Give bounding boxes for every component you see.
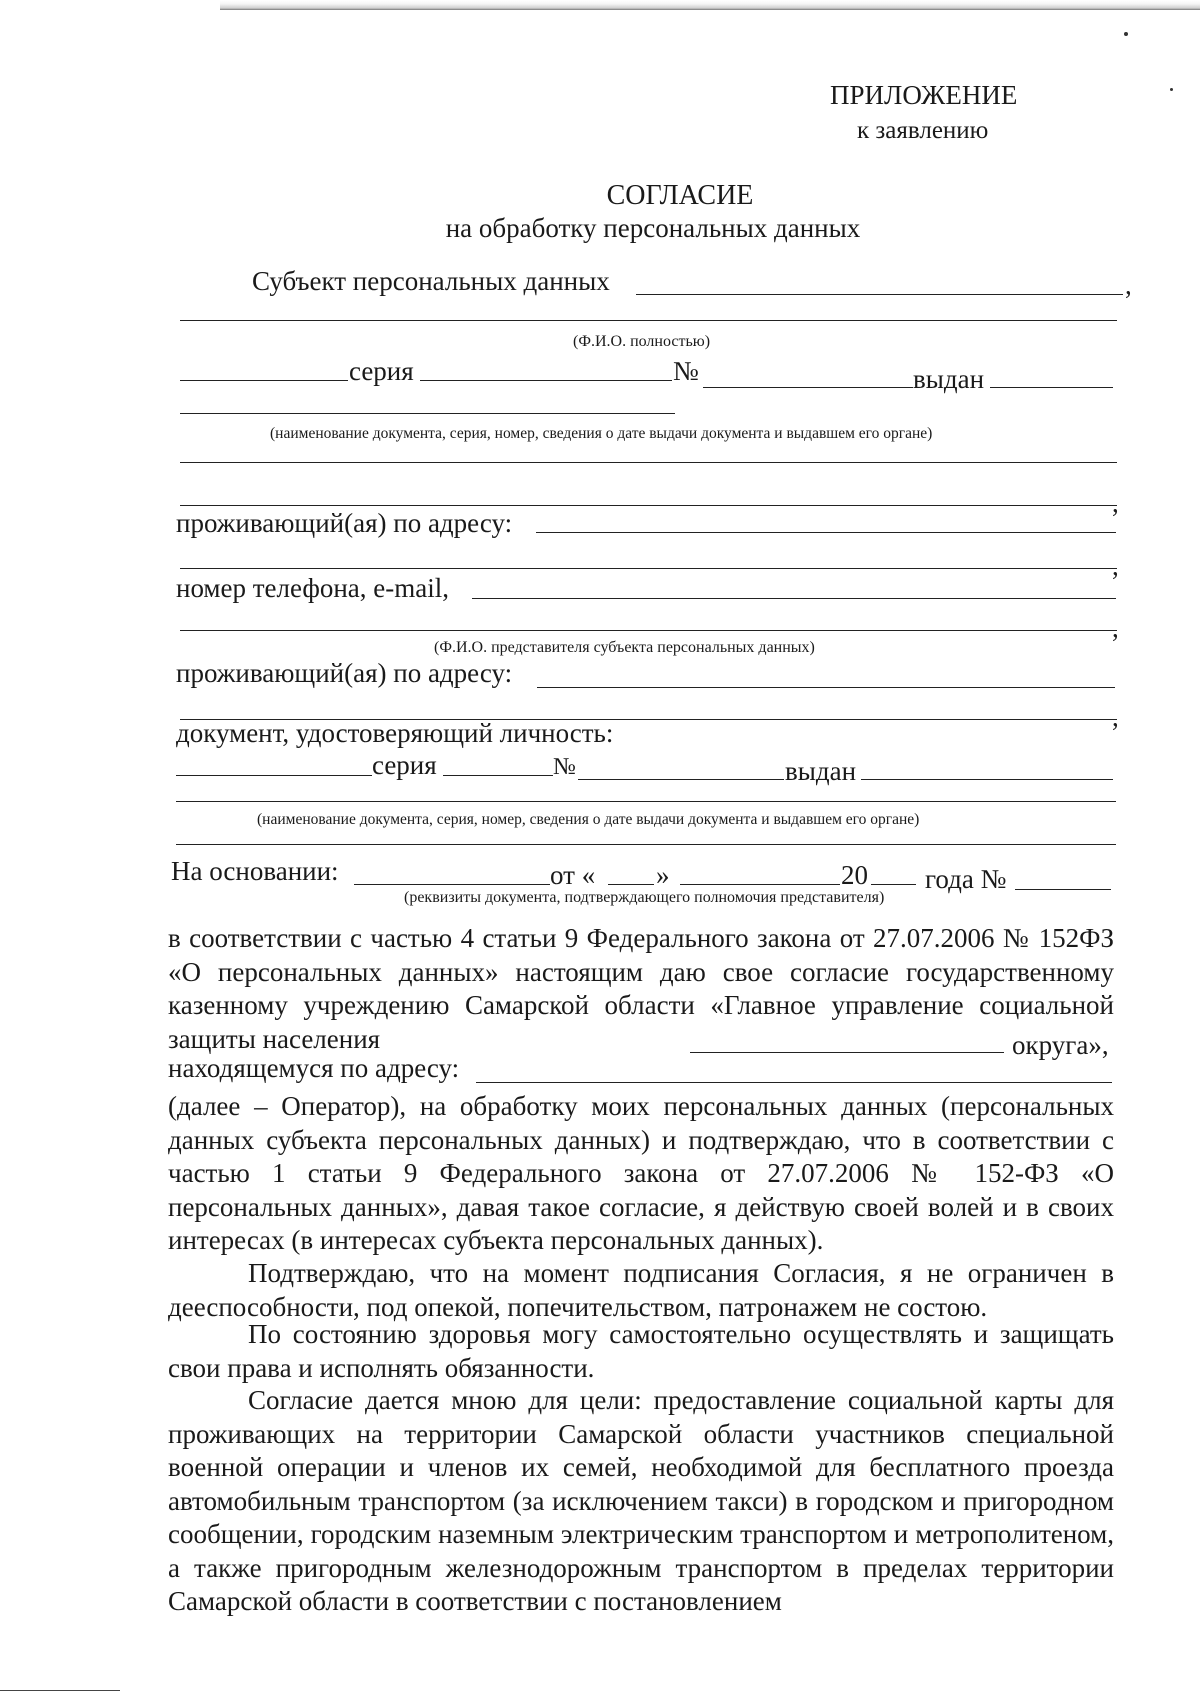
health-paragraph: По состоянию здоровья могу самостоятельно осуществлять и защищать свои права и исполнять обязанности.: [168, 1319, 1114, 1383]
issued-by-field[interactable]: [180, 413, 675, 414]
okrug-text: округа»,: [1012, 1030, 1109, 1060]
series-label: серия: [372, 750, 437, 780]
year-label: года №: [925, 864, 1007, 894]
rep-address-field[interactable]: [537, 687, 1115, 688]
number-field[interactable]: [703, 387, 913, 388]
number-label: №: [553, 754, 576, 780]
subject-label: Субъект персональных данных: [252, 266, 610, 296]
basis-number-field[interactable]: [1015, 889, 1111, 890]
scan-speck: [1170, 88, 1173, 91]
subject-name-field-2[interactable]: [180, 320, 1117, 321]
rep-doc-details-field[interactable]: [176, 844, 1116, 845]
basis-year-field[interactable]: [871, 884, 916, 885]
document-title: СОГЛАСИЕ: [606, 180, 754, 211]
basis-month-field[interactable]: [680, 884, 840, 885]
rep-issued-field[interactable]: [861, 779, 1113, 780]
attachment-subtitle: к заявлению: [857, 117, 989, 144]
comma: ,: [1112, 488, 1119, 518]
attachment-title: ПРИЛОЖЕНИЕ: [830, 80, 1018, 110]
fio-hint: (Ф.И.О. полностью): [573, 333, 711, 350]
rep-address-label: проживающий(ая) по адресу:: [176, 658, 513, 688]
scan-edge-shadow: [220, 0, 1200, 10]
rep-series-field[interactable]: [443, 775, 553, 776]
phone-field[interactable]: [472, 598, 1116, 599]
rep-doc-type-field[interactable]: [176, 775, 372, 776]
address-field-2[interactable]: [180, 568, 1117, 569]
identity-doc-label: документ, удостоверяющий личность:: [176, 718, 614, 748]
basis-day-field[interactable]: [608, 884, 654, 885]
basis-hint: (реквизиты документа, подтверждающего полномочия представителя): [404, 889, 885, 906]
basis-label: На основании:: [171, 856, 339, 886]
doc-details-field-2[interactable]: [180, 505, 1117, 506]
operator-address-field[interactable]: [476, 1082, 1112, 1083]
capacity-paragraph: Подтверждаю, что на момент подписания Согласия, я не ограничен в дееспособности, под опекой, попечительством, патронажем не состою.: [168, 1258, 1114, 1322]
doc-hint: (наименование документа, серия, номер, сведения о дате выдачи документа и выдавшем его органе): [270, 425, 933, 442]
comma: ,: [1125, 270, 1132, 300]
series-field[interactable]: [420, 380, 672, 381]
number-label: №: [673, 356, 699, 386]
phone-label: номер телефона, e-mail,: [176, 573, 449, 603]
comma: ,: [1112, 613, 1119, 643]
representative-hint: (Ф.И.О. представителя субъекта персональных данных): [434, 639, 815, 656]
doc-type-field[interactable]: [180, 380, 348, 381]
consent-paragraph: в соответствии с частью 4 статьи 9 Федерального закона от 27.07.2006 № 152ФЗ «О персональных данных» настоящим даю свое согласие государственному казенному учреждению Самарской области «Главное управление социальной защиты населения: [168, 923, 1114, 1054]
subject-name-field[interactable]: [636, 294, 1123, 295]
year-prefix: 20: [841, 860, 868, 890]
doc-details-field[interactable]: [180, 462, 1117, 463]
purpose-paragraph: Согласие дается мною для цели: предоставление социальной карты для проживающих на территории Самарской области участников специальной военной операции и членов их семей, необходимой для бесплатного проезда автомобильным транспортом (за исключением такси) в городском и пригородном сообщении, городским наземным электрическим транспортом и метрополитеном, а также пригородным железнодорожным транспортом в пределах территории Самарской области в соответствии с постановлением: [168, 1385, 1114, 1616]
comma: ,: [1112, 551, 1119, 581]
address-label: проживающий(ая) по адресу:: [176, 508, 513, 538]
issued-field[interactable]: [990, 387, 1113, 388]
comma: ,: [1112, 702, 1119, 732]
rep-number-field[interactable]: [578, 779, 784, 780]
from-label: от «: [550, 860, 596, 890]
operator-address-label: находящемуся по адресу:: [168, 1053, 460, 1083]
basis-doc-field[interactable]: [354, 884, 550, 885]
address-field[interactable]: [536, 532, 1116, 533]
representative-fio-field[interactable]: [180, 630, 1117, 631]
issued-label: выдан: [785, 756, 857, 786]
quote-close: »: [656, 860, 670, 890]
document-subtitle: на обработку персональных данных: [445, 213, 861, 243]
scan-edge-line: [0, 1690, 120, 1691]
doc-hint: (наименование документа, серия, номер, сведения о дате выдачи документа и выдавшем его органе): [257, 811, 920, 828]
operator-paragraph: (далее – Оператор), на обработку моих персональных данных (персональных данных субъекта персональных данных) и подтверждаю, что в соответствии с частью 1 статьи 9 Федерального закона от 27.07.2006 № 152-ФЗ «О персональных данных», давая такое согласие, я действую своей волей и в своих интересах (в интересах субъекта персональных данных).: [168, 1091, 1114, 1255]
okrug-field[interactable]: [690, 1052, 1004, 1053]
scan-speck: [1124, 32, 1128, 36]
series-label: серия: [349, 356, 414, 386]
issued-label: выдан: [913, 364, 985, 394]
rep-issued-by-field[interactable]: [176, 801, 1116, 802]
